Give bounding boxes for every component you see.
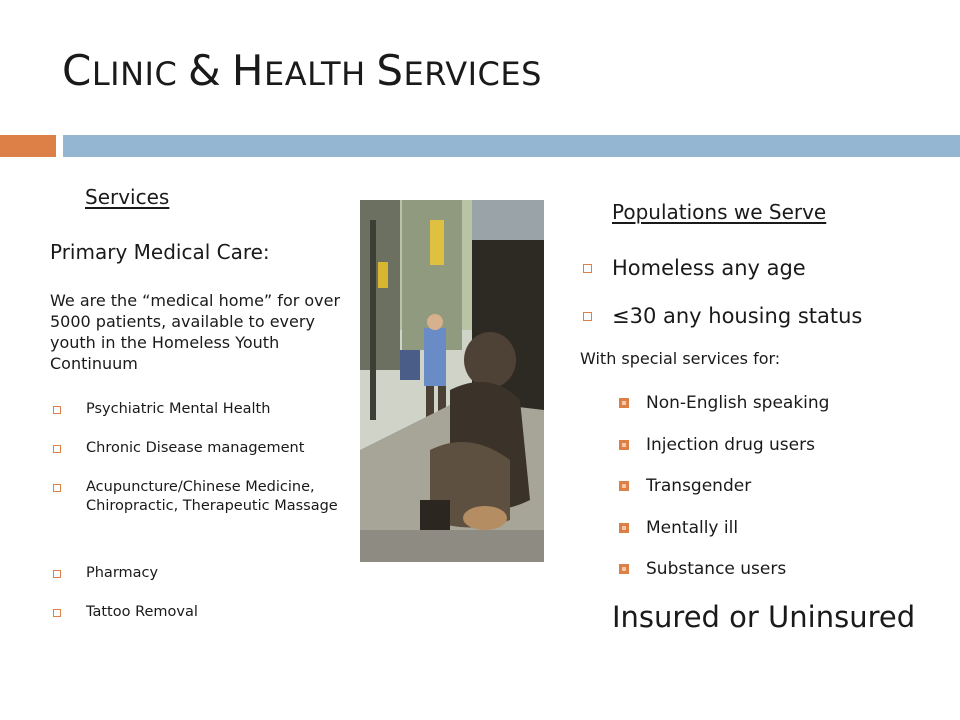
special-item-label: Mentally ill bbox=[646, 517, 739, 538]
title-letter: H bbox=[231, 46, 265, 95]
list-item bbox=[580, 256, 862, 304]
service-item-label: Chronic Disease management bbox=[86, 440, 305, 456]
special-item-label: Transgender bbox=[646, 476, 752, 496]
bullet-square-icon bbox=[583, 312, 592, 321]
insured-statement: Insured or Uninsured bbox=[612, 600, 916, 634]
services-list bbox=[50, 400, 350, 633]
special-services-heading: With special services for: bbox=[580, 349, 781, 368]
populations-heading: Populations we Serve bbox=[612, 200, 827, 224]
bullet-square-icon bbox=[53, 570, 61, 578]
special-item-label: Substance users bbox=[646, 559, 787, 579]
list-item bbox=[50, 478, 350, 564]
special-services-list bbox=[616, 393, 829, 601]
list-item bbox=[50, 564, 350, 603]
services-heading: Services bbox=[85, 185, 170, 209]
populations-list bbox=[580, 256, 862, 352]
bullet-filled-square-icon bbox=[619, 398, 629, 408]
accent-bar-blue bbox=[63, 135, 960, 157]
title-letter: S bbox=[376, 46, 404, 95]
bullet-square-icon bbox=[583, 264, 592, 273]
slide-title bbox=[62, 46, 542, 95]
special-item-label: Non-English speaking bbox=[646, 393, 830, 413]
service-item-label: Tattoo Removal bbox=[86, 604, 198, 620]
bullet-square-icon bbox=[53, 609, 61, 617]
title-word-rest: EALTH bbox=[264, 55, 366, 93]
population-item-label: ≤30 any housing status bbox=[612, 304, 863, 328]
title-ampersand: & bbox=[187, 46, 222, 95]
street-photo-illustration bbox=[360, 200, 544, 562]
bullet-filled-square-icon bbox=[619, 481, 629, 491]
list-item bbox=[50, 439, 350, 478]
bullet-square-icon bbox=[53, 406, 61, 414]
service-item-label: Pharmacy bbox=[86, 565, 159, 581]
list-item bbox=[616, 559, 829, 601]
list-item bbox=[616, 435, 829, 477]
list-item bbox=[50, 603, 350, 633]
title-word-rest: LINIC bbox=[91, 55, 178, 93]
special-item-label: Injection drug users bbox=[646, 434, 815, 455]
service-item-label: Psychiatric Mental Health bbox=[86, 401, 271, 417]
population-item-label: Homeless any age bbox=[612, 256, 806, 280]
title-letter: C bbox=[62, 46, 92, 95]
list-item bbox=[580, 304, 862, 352]
street-photo bbox=[360, 200, 544, 562]
list-item bbox=[50, 400, 350, 439]
accent-bar-orange bbox=[0, 135, 56, 157]
service-item-label: Acupuncture/Chinese Medicine, Chiropractic, Therapeutic Massage bbox=[86, 479, 338, 514]
bullet-filled-square-icon bbox=[619, 564, 629, 574]
bullet-square-icon bbox=[53, 445, 61, 453]
title-word-rest: ERVICES bbox=[403, 55, 542, 93]
bullet-filled-square-icon bbox=[619, 440, 629, 450]
list-item bbox=[616, 393, 829, 435]
list-item bbox=[616, 476, 829, 518]
primary-care-heading: Primary Medical Care: bbox=[50, 240, 270, 264]
bullet-square-icon bbox=[53, 484, 61, 492]
primary-care-description: We are the “medical home” for over 5000 patients, available to every youth in the Homeless Youth Continuum bbox=[50, 291, 341, 373]
bullet-filled-square-icon bbox=[619, 523, 629, 533]
list-item bbox=[616, 518, 829, 560]
